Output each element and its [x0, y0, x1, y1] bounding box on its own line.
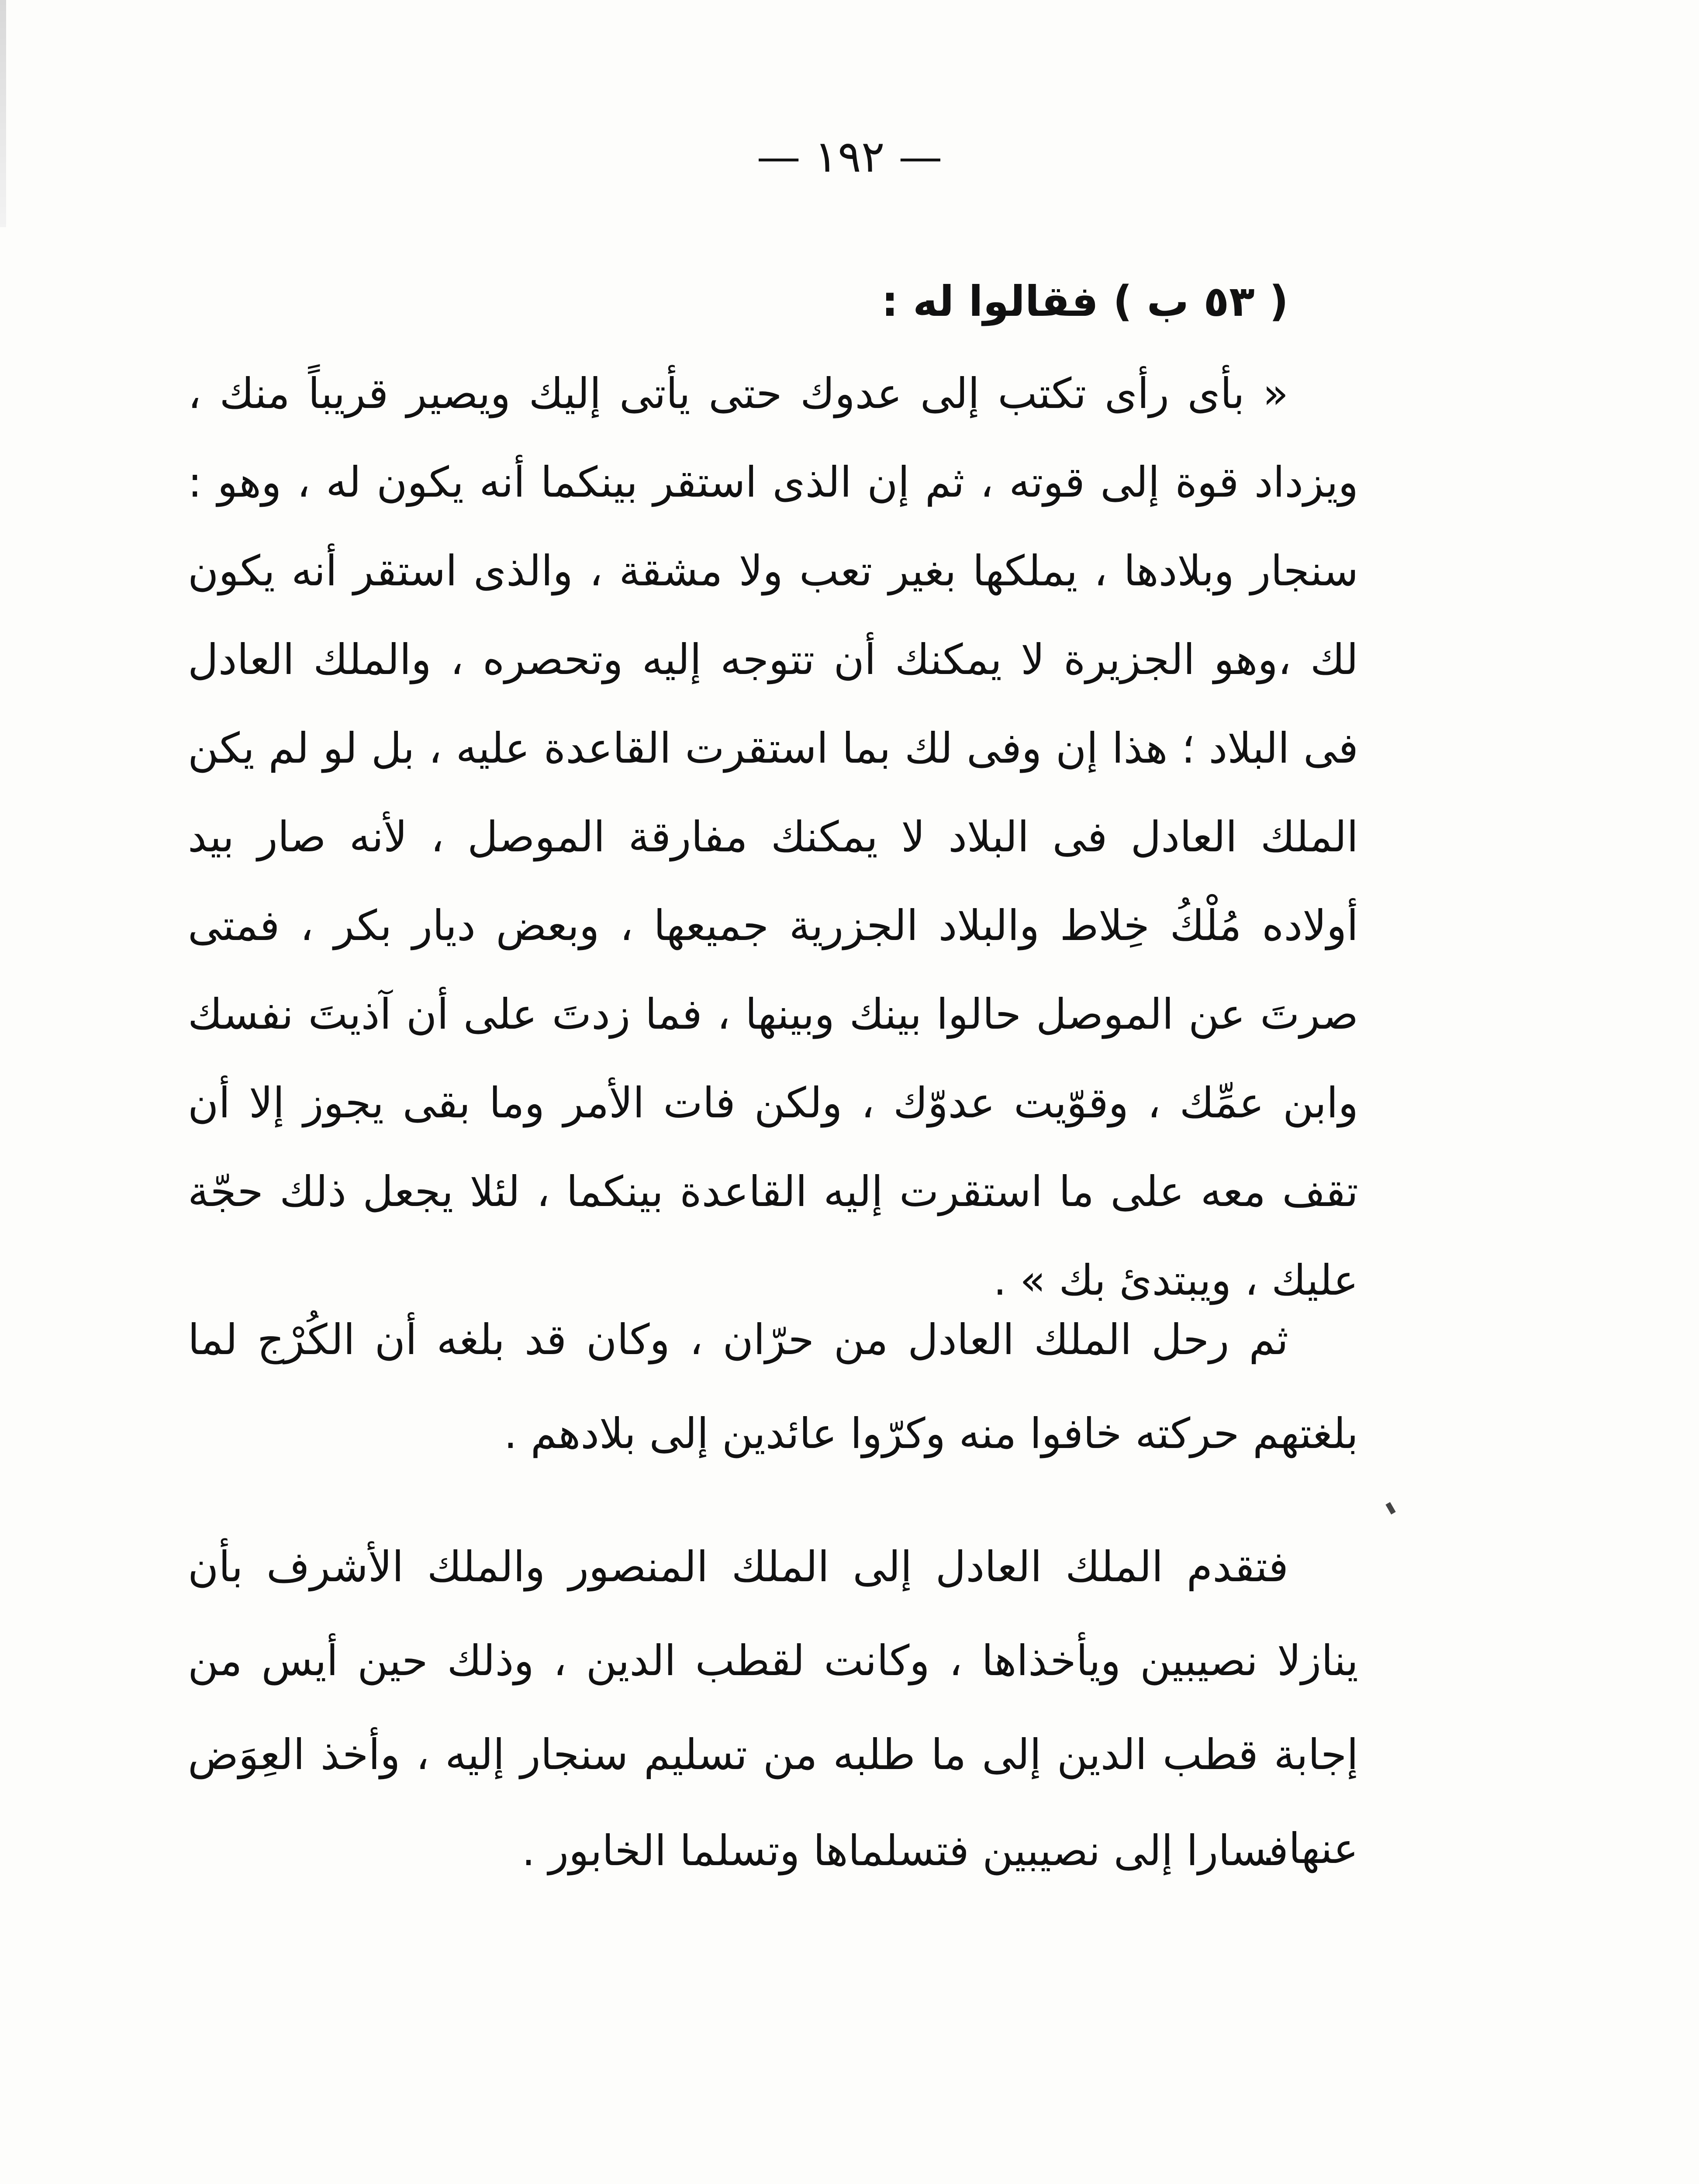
stray-ink-mark — [1385, 1502, 1395, 1515]
paragraph-departure: ثم رحل الملك العادل من حرّان ، وكان قد بلغه أن الكُرْج لما بلغتهم حركته خافوا منه وكرّوا عائدين إلى بلادهم . — [188, 1315, 1358, 1458]
page-number: — ١٩٢ — — [756, 131, 943, 182]
page-edge-shadow — [0, 0, 6, 227]
section-label: ( ٥٣ ب ) فقالوا له : — [881, 277, 1288, 326]
paragraph-quote: « بأى رأى تكتب إلى عدوك حتى يأتى إليك ويصير قريباً منك ، ويزداد قوة إلى قوته ، ثم إن الذى استقر بينكما أنه يكون له ، وهو : سنجار وبلادها ، يملكها بغير تعب ولا مشقة ، والذى استقر أنه يكون لك ،وهو الجزيرة لا يمكنك أن تتوجه إليه وتحصره ، والملك العادل فى البلاد ؛ هذا إن وفى لك بما استقرت القاعدة عليه ، بل لو لم يكن الملك العادل فى البلاد لا يمكنك مفارقة الموصل ، لأنه صار بيد أولاده مُلْكُ خِلاط والبلاد الجزرية جميعها ، وبعض ديار بكر ، فمتى صرتَ عن الموصل حالوا بينك وبينها ، فما زدتَ على أن آذيتَ نفسك وابن عمِّك ، وقوّيت عدوّك ، ولكن فات الأمر وما بقى يجوز إلا أن تقف معه على ما استقرت إليه القاعدة بينكما ، لئلا يجعل ذلك حجّة عليك ، ويبتدئ بك » . — [188, 369, 1358, 1305]
paragraph-nusaybin-order: فتقدم الملك العادل إلى الملك المنصور والملك الأشرف بأن ينازلا نصيبين ويأخذاها ، وكانت لقطب الدين ، وذلك حين أيس من إجابة قطب الدين إلى ما طلبه من تسليم سنجار إليه ، وأخذ العِوَض عنها . — [188, 1542, 1358, 1873]
paragraph-nusaybin-taken: فسارا إلى نصيبين فتسلماها وتسلما الخابور . — [521, 1826, 1288, 1875]
